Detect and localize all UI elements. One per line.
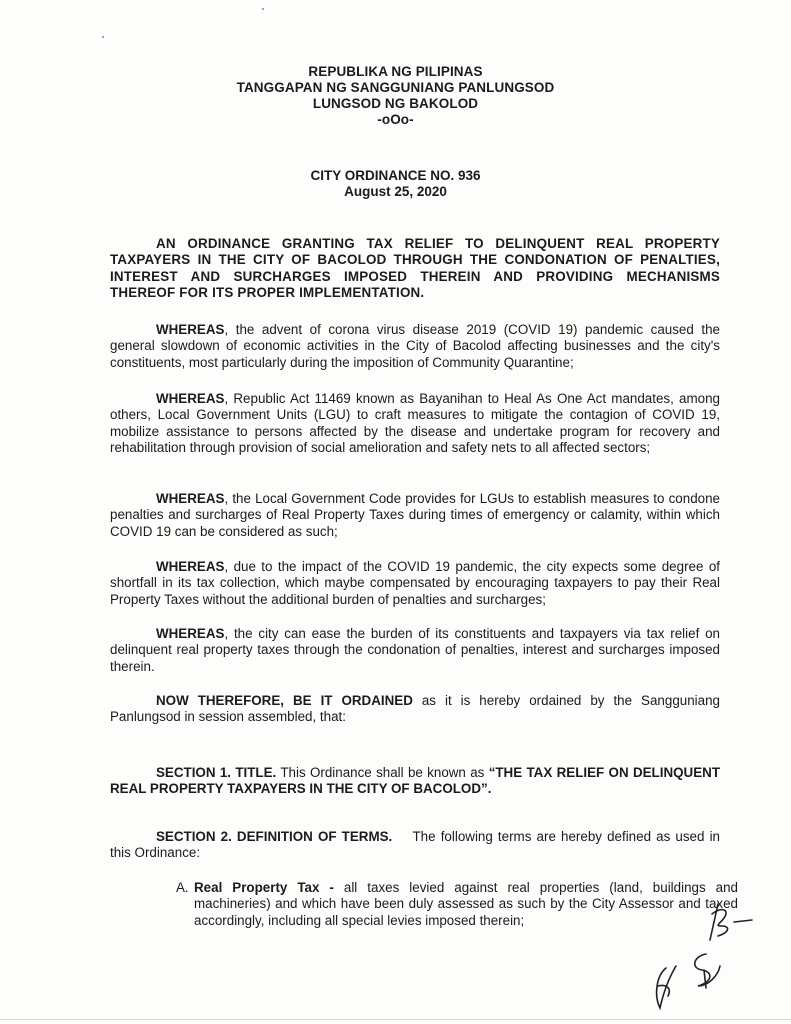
page-bottom-edge (0, 1019, 791, 1020)
header-divider: -oOo- (377, 112, 414, 127)
ordained-clause (110, 693, 720, 726)
whereas-text: , the Local Government Code provides for LGUs to establish measures to condone penalties and surcharges of Real Property Taxes during times of emergency or calamity, within which COVID 19 can be considered as such; (110, 491, 720, 539)
scan-speck (262, 8, 264, 10)
whereas-clause-1 (110, 322, 720, 371)
whereas-clause-2 (110, 391, 720, 457)
document-header (0, 64, 791, 128)
whereas-clause-4 (110, 559, 720, 608)
whereas-lead: WHEREAS (156, 322, 225, 337)
section-2 (110, 829, 724, 862)
ordained-lead: NOW THEREFORE, BE IT ORDAINED (156, 693, 413, 708)
section-1-heading: SECTION 1. TITLE. (156, 765, 277, 780)
header-republic: REPUBLIKA NG PILIPINAS (308, 64, 483, 79)
definition-item (176, 880, 738, 929)
whereas-text: , the advent of corona virus disease 2019 (COVID 19) pandemic caused the general slowdown of economic activities in the City of Bacolod affecting businesses and the city's constituents, most particularly during the imposition of Community Quarantine; (110, 322, 720, 370)
whereas-text: , the city can ease the burden of its constituents and taxpayers via tax relief on delinquent real property taxes through the condonation of penalties, interest and surcharges imposed therein. (110, 626, 720, 674)
section-1 (110, 765, 720, 798)
initial-signature-bottom (646, 946, 736, 1016)
whereas-lead: WHEREAS (156, 391, 225, 406)
definition-marker: A. (176, 880, 189, 895)
header-city: LUNGSOD NG BAKOLOD (312, 96, 479, 111)
section-2-text: The following terms are hereby defined as used in this Ordinance: (110, 829, 724, 861)
section-2-heading: SECTION 2. DEFINITION OF TERMS. (156, 829, 393, 844)
whereas-lead: WHEREAS (156, 626, 225, 641)
whereas-text: , due to the impact of the COVID 19 pandemic, the city expects some degree of shortfall in its tax collection, which maybe compensated by encouraging taxpayers to pay their Real Property Taxes without the additional burden of penalties and surcharges; (110, 559, 720, 607)
section-1-text: This Ordinance shall be known as (276, 765, 489, 780)
ordinance-heading (0, 168, 791, 200)
whereas-clause-3 (110, 491, 720, 540)
whereas-lead: WHEREAS (156, 559, 225, 574)
scan-speck (102, 36, 104, 38)
definition-term: Real Property Tax - (194, 880, 334, 895)
ordinance-date: August 25, 2020 (344, 184, 447, 199)
header-office: TANGGAPAN NG SANGGUNIANG PANLUNGSOD (236, 80, 555, 95)
definition-text: all taxes levied against real properties (land, buildings and machineries) and which have been duly assessed as such by the City Assessor and taxed accordingly, including all special levies imposed therein; (194, 880, 738, 928)
whereas-text: , Republic Act 11469 known as Bayanihan to Heal As One Act mandates, among others, Local Government Units (LGU) to craft measures to mitigate the contagion of COVID 19, mobilize assistance to persons affected by the disease and undertake program for recovery and rehabilitation through provision of social amelioration and safety nets to all affected sectors; (110, 391, 720, 456)
ordinance-title: AN ORDINANCE GRANTING TAX RELIEF TO DELINQUENT REAL PROPERTY TAXPAYERS IN THE CITY OF BACOLOD THROUGH THE CONDONATION OF PENALTIES, INTEREST AND SURCHARGES IMPOSED THEREIN AND PROVIDING MECHANISMS THEREOF FOR ITS PROPER IMPLEMENTATION. (110, 236, 720, 301)
whereas-clause-5 (110, 626, 720, 675)
section-1-short-title: “THE TAX RELIEF ON DELINQUENT REAL PROPERTY TAXPAYERS IN THE CITY OF BACOLOD”. (110, 765, 720, 797)
initial-signature-top (700, 896, 760, 946)
whereas-lead: WHEREAS (156, 491, 225, 506)
ordinance-number: CITY ORDINANCE NO. 936 (310, 168, 481, 183)
ordained-text: as it is hereby ordained by the Sangguniang Panlungsod in session assembled, that: (110, 693, 720, 725)
